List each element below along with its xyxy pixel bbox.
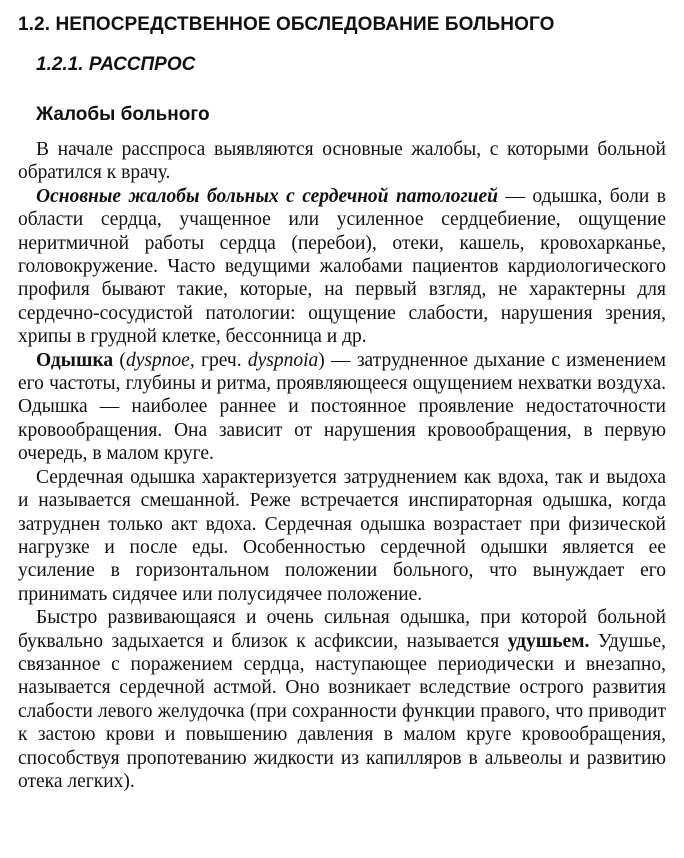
asthma-text-2: Удушье, связанное с поражением сердца, наступающее периодически и внезапно, называется сердечной астмой. Оно возникает вследствие острого развития слабости левого желудочка (при сохранности функции правого, что приводит к застою крови и повышению давления в малом круге кровообращения, способствуя пропотеванию жидкости из капилляров в альвеолы и развитию отека легких). bbox=[18, 630, 666, 792]
dyspnea-open: ( bbox=[113, 349, 126, 371]
asthma-term: удушьем. bbox=[507, 630, 590, 652]
paragraph-cardiac-dyspnea: Сердечная одышка характеризуется затруднением как вдоха, так и выдоха и называется смешанной. Реже встречается инспираторная одышка, когда затруднен только акт вдоха. Сердечная одышка возрастает при физической нагрузке и после еды. Особенностью сердечной одышки является ее усиление в горизонтальном положении больного, что вынуждает его принимать сидячее или полусидячее положение. bbox=[18, 466, 666, 605]
section-title: 1.2. НЕПОСРЕДСТВЕННОЕ ОБСЛЕДОВАНИЕ БОЛЬНОГО bbox=[18, 14, 555, 35]
subheading-complaints: Жалобы больного bbox=[36, 104, 210, 125]
document-page bbox=[18, 8, 666, 793]
dyspnea-latin: dyspnoe, bbox=[125, 349, 195, 371]
dyspnea-mid: греч. bbox=[194, 349, 248, 371]
asthma-text-1: Быстро развивающаяся и очень сильная одышка, при которой больной буквально задыхается и близок к асфиксии, называется bbox=[18, 607, 666, 652]
dyspnea-greek: dyspnoia bbox=[247, 349, 319, 371]
subsection-title: 1.2.1. РАССПРОС bbox=[36, 54, 196, 75]
main-complaints-lead: Основные жалобы больных с сердечной патологией bbox=[36, 185, 499, 207]
paragraph-main-complaints bbox=[18, 185, 666, 349]
main-complaints-text: — одышка, боли в области сердца, учащенное или усиленное сердцебиение, ощущение неритмичной работы сердца (перебои), отеки, кашель, кровохарканье, головокружение. Часто ведущими жалобами пациентов кардиологического профиля бывают такие, которые, на первый взгляд, не характерны для сердечно-сосудистой патологии: ощущение слабости, нарушения зрения, хрипы в грудной клетке, бессонница и др. bbox=[18, 185, 666, 348]
paragraph-dyspnea bbox=[18, 349, 666, 466]
body-text bbox=[18, 138, 666, 793]
dyspnea-text: ) — затрудненное дыхание с изменением его частоты, глубины и ритма, проявляющееся ощущением нехватки воздуха. Одышка — наиболее раннее и постоянное проявление недостаточности кровообращения. Она зависит от нарушения кровообращения, в первую очередь, в малом круге. bbox=[18, 349, 666, 465]
paragraph-intro: В начале расспроса выявляются основные жалобы, с которыми больной обратился к врачу. bbox=[18, 139, 666, 184]
dyspnea-term: Одышка bbox=[36, 349, 114, 371]
paragraph-asthma bbox=[18, 606, 666, 793]
